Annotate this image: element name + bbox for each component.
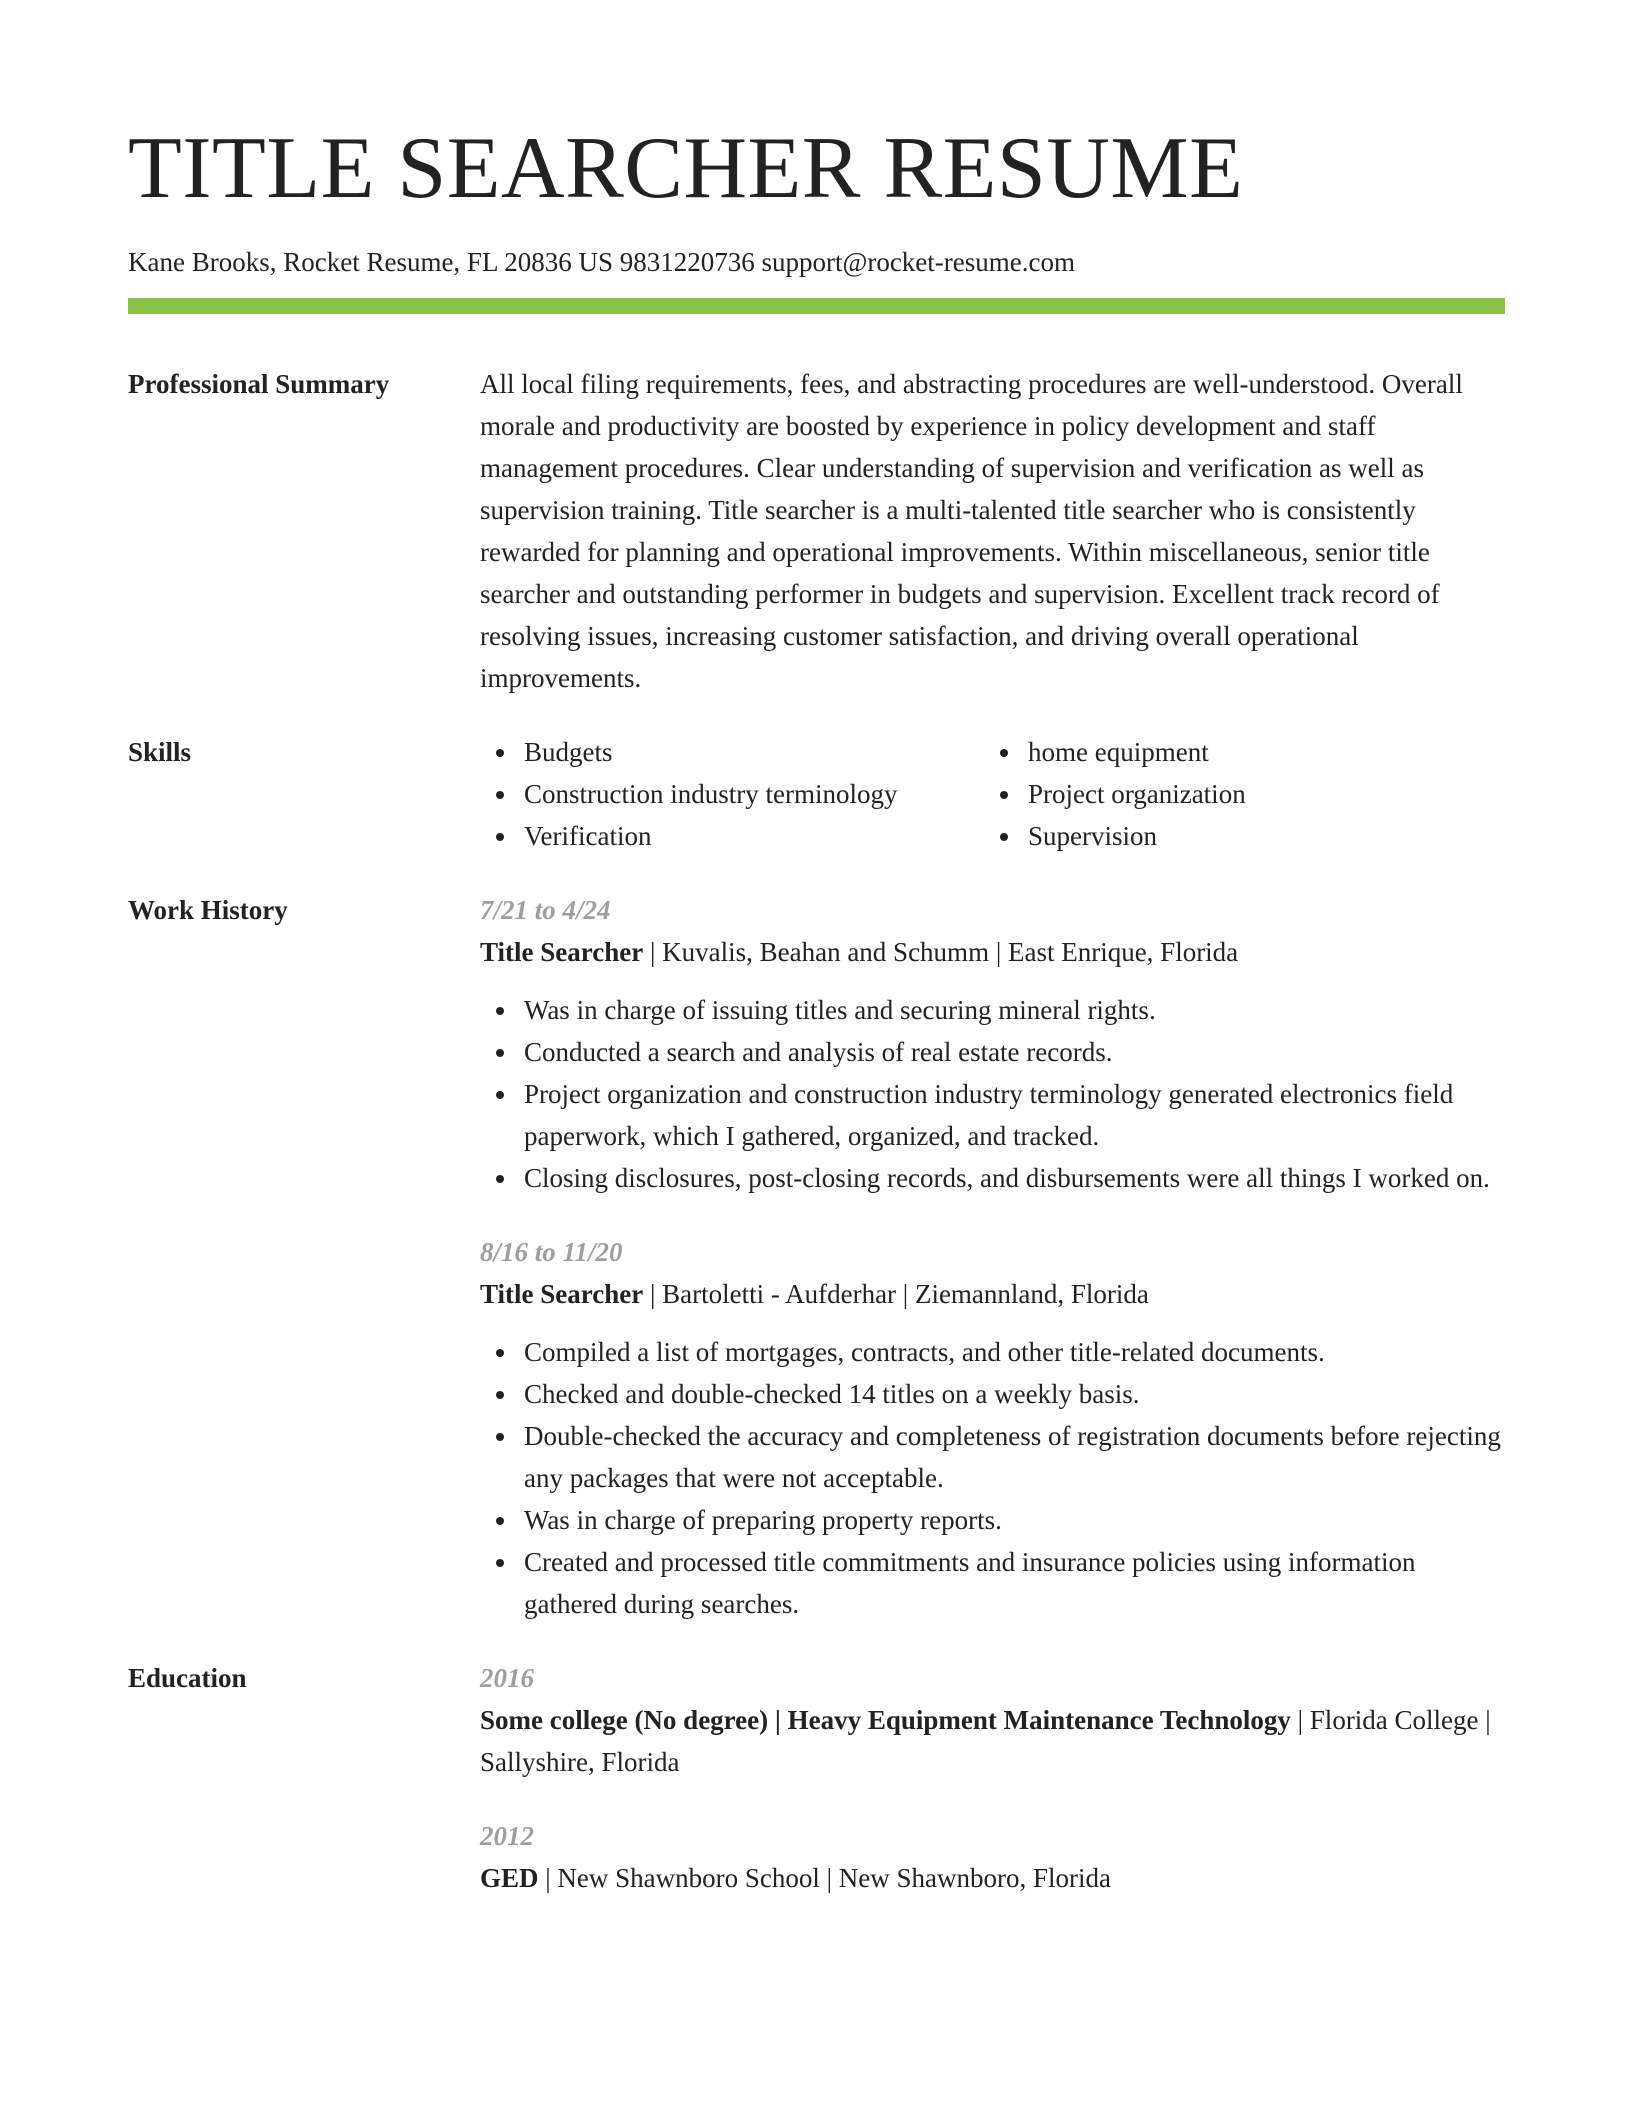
job-bullet: Checked and double-checked 14 titles on a weekly basis. bbox=[480, 1373, 1505, 1415]
job-bullet: Was in charge of issuing titles and securing mineral rights. bbox=[480, 989, 1505, 1031]
job-title: Title Searcher bbox=[480, 1279, 644, 1309]
job-bullet: Double-checked the accuracy and completeness of registration documents before rejecting any packages that were not acceptable. bbox=[480, 1415, 1505, 1499]
contact-line: Kane Brooks, Rocket Resume, FL 20836 US 9831220736 support@rocket-resume.com bbox=[128, 247, 1075, 277]
resume-title: TITLE SEARCHER RESUME bbox=[128, 120, 1244, 217]
job-bullet: Was in charge of preparing property reports. bbox=[480, 1499, 1505, 1541]
skills-column-right bbox=[984, 731, 1246, 857]
job-details: | Kuvalis, Beahan and Schumm | East Enrique, Florida bbox=[643, 937, 1239, 967]
summary-heading: Professional Summary bbox=[128, 369, 390, 399]
job-entry bbox=[480, 889, 1505, 1199]
summary-section bbox=[128, 363, 1505, 699]
education-entry bbox=[480, 1815, 1505, 1899]
education-degree: GED bbox=[480, 1863, 539, 1893]
education-line bbox=[480, 1699, 1505, 1783]
job-title: Title Searcher bbox=[480, 937, 644, 967]
education-body bbox=[480, 1657, 1505, 1899]
skills-section bbox=[128, 731, 1505, 857]
education-year: 2012 bbox=[480, 1821, 534, 1851]
resume-page bbox=[128, 0, 1505, 1899]
job-bullet: Project organization and construction industry terminology generated electronics field paperwork, which I gathered, organized, and tracked. bbox=[480, 1073, 1505, 1157]
skills-grid bbox=[480, 731, 1505, 857]
skills-heading: Skills bbox=[128, 737, 192, 767]
skill-item: Verification bbox=[480, 815, 984, 857]
education-details: | New Shawnboro School | New Shawnboro, Florida bbox=[538, 1863, 1112, 1893]
job-heading bbox=[480, 931, 1505, 973]
accent-divider bbox=[128, 298, 1505, 314]
skill-item: Project organization bbox=[984, 773, 1246, 815]
job-bullet: Created and processed title commitments and insurance policies using information gathered during searches. bbox=[480, 1541, 1505, 1625]
work-history-heading: Work History bbox=[128, 895, 288, 925]
skill-item: home equipment bbox=[984, 731, 1246, 773]
work-history-body bbox=[480, 889, 1505, 1625]
education-year: 2016 bbox=[480, 1663, 534, 1693]
education-degree: Some college (No degree) | Heavy Equipment Maintenance Technology bbox=[480, 1705, 1291, 1735]
education-heading: Education bbox=[128, 1663, 247, 1693]
job-bullets bbox=[480, 989, 1505, 1199]
skill-item: Budgets bbox=[480, 731, 984, 773]
skill-item: Construction industry terminology bbox=[480, 773, 984, 815]
education-entry bbox=[480, 1657, 1505, 1783]
job-bullet: Conducted a search and analysis of real estate records. bbox=[480, 1031, 1505, 1073]
education-details: | Florida College | Sallyshire, Florida bbox=[480, 1705, 1491, 1777]
job-dates: 7/21 to 4/24 bbox=[480, 895, 611, 925]
summary-text: All local filing requirements, fees, and abstracting procedures are well-understood. Overall morale and productivity are boosted by experience in policy development and staff management procedures. Clear understanding of supervision and verification as well as supervision training. Title searcher is a multi-talented title searcher who is consistently rewarded for planning and operational improvements. Within miscellaneous, senior title searcher and outstanding performer in budgets and supervision. Excellent track record of resolving issues, increasing customer satisfaction, and driving overall operational improvements. bbox=[480, 369, 1463, 693]
job-bullets bbox=[480, 1331, 1505, 1625]
work-history-section bbox=[128, 889, 1505, 1625]
education-section bbox=[128, 1657, 1505, 1899]
job-details: | Bartoletti - Aufderhar | Ziemannland, Florida bbox=[643, 1279, 1149, 1309]
job-heading bbox=[480, 1273, 1505, 1315]
job-bullet: Closing disclosures, post-closing records, and disbursements were all things I worked on. bbox=[480, 1157, 1505, 1199]
job-entry bbox=[480, 1231, 1505, 1625]
skill-item: Supervision bbox=[984, 815, 1246, 857]
job-bullet: Compiled a list of mortgages, contracts, and other title-related documents. bbox=[480, 1331, 1505, 1373]
summary-body bbox=[480, 363, 1505, 699]
skills-column-left bbox=[480, 731, 984, 857]
education-line bbox=[480, 1857, 1505, 1899]
job-dates: 8/16 to 11/20 bbox=[480, 1237, 623, 1267]
